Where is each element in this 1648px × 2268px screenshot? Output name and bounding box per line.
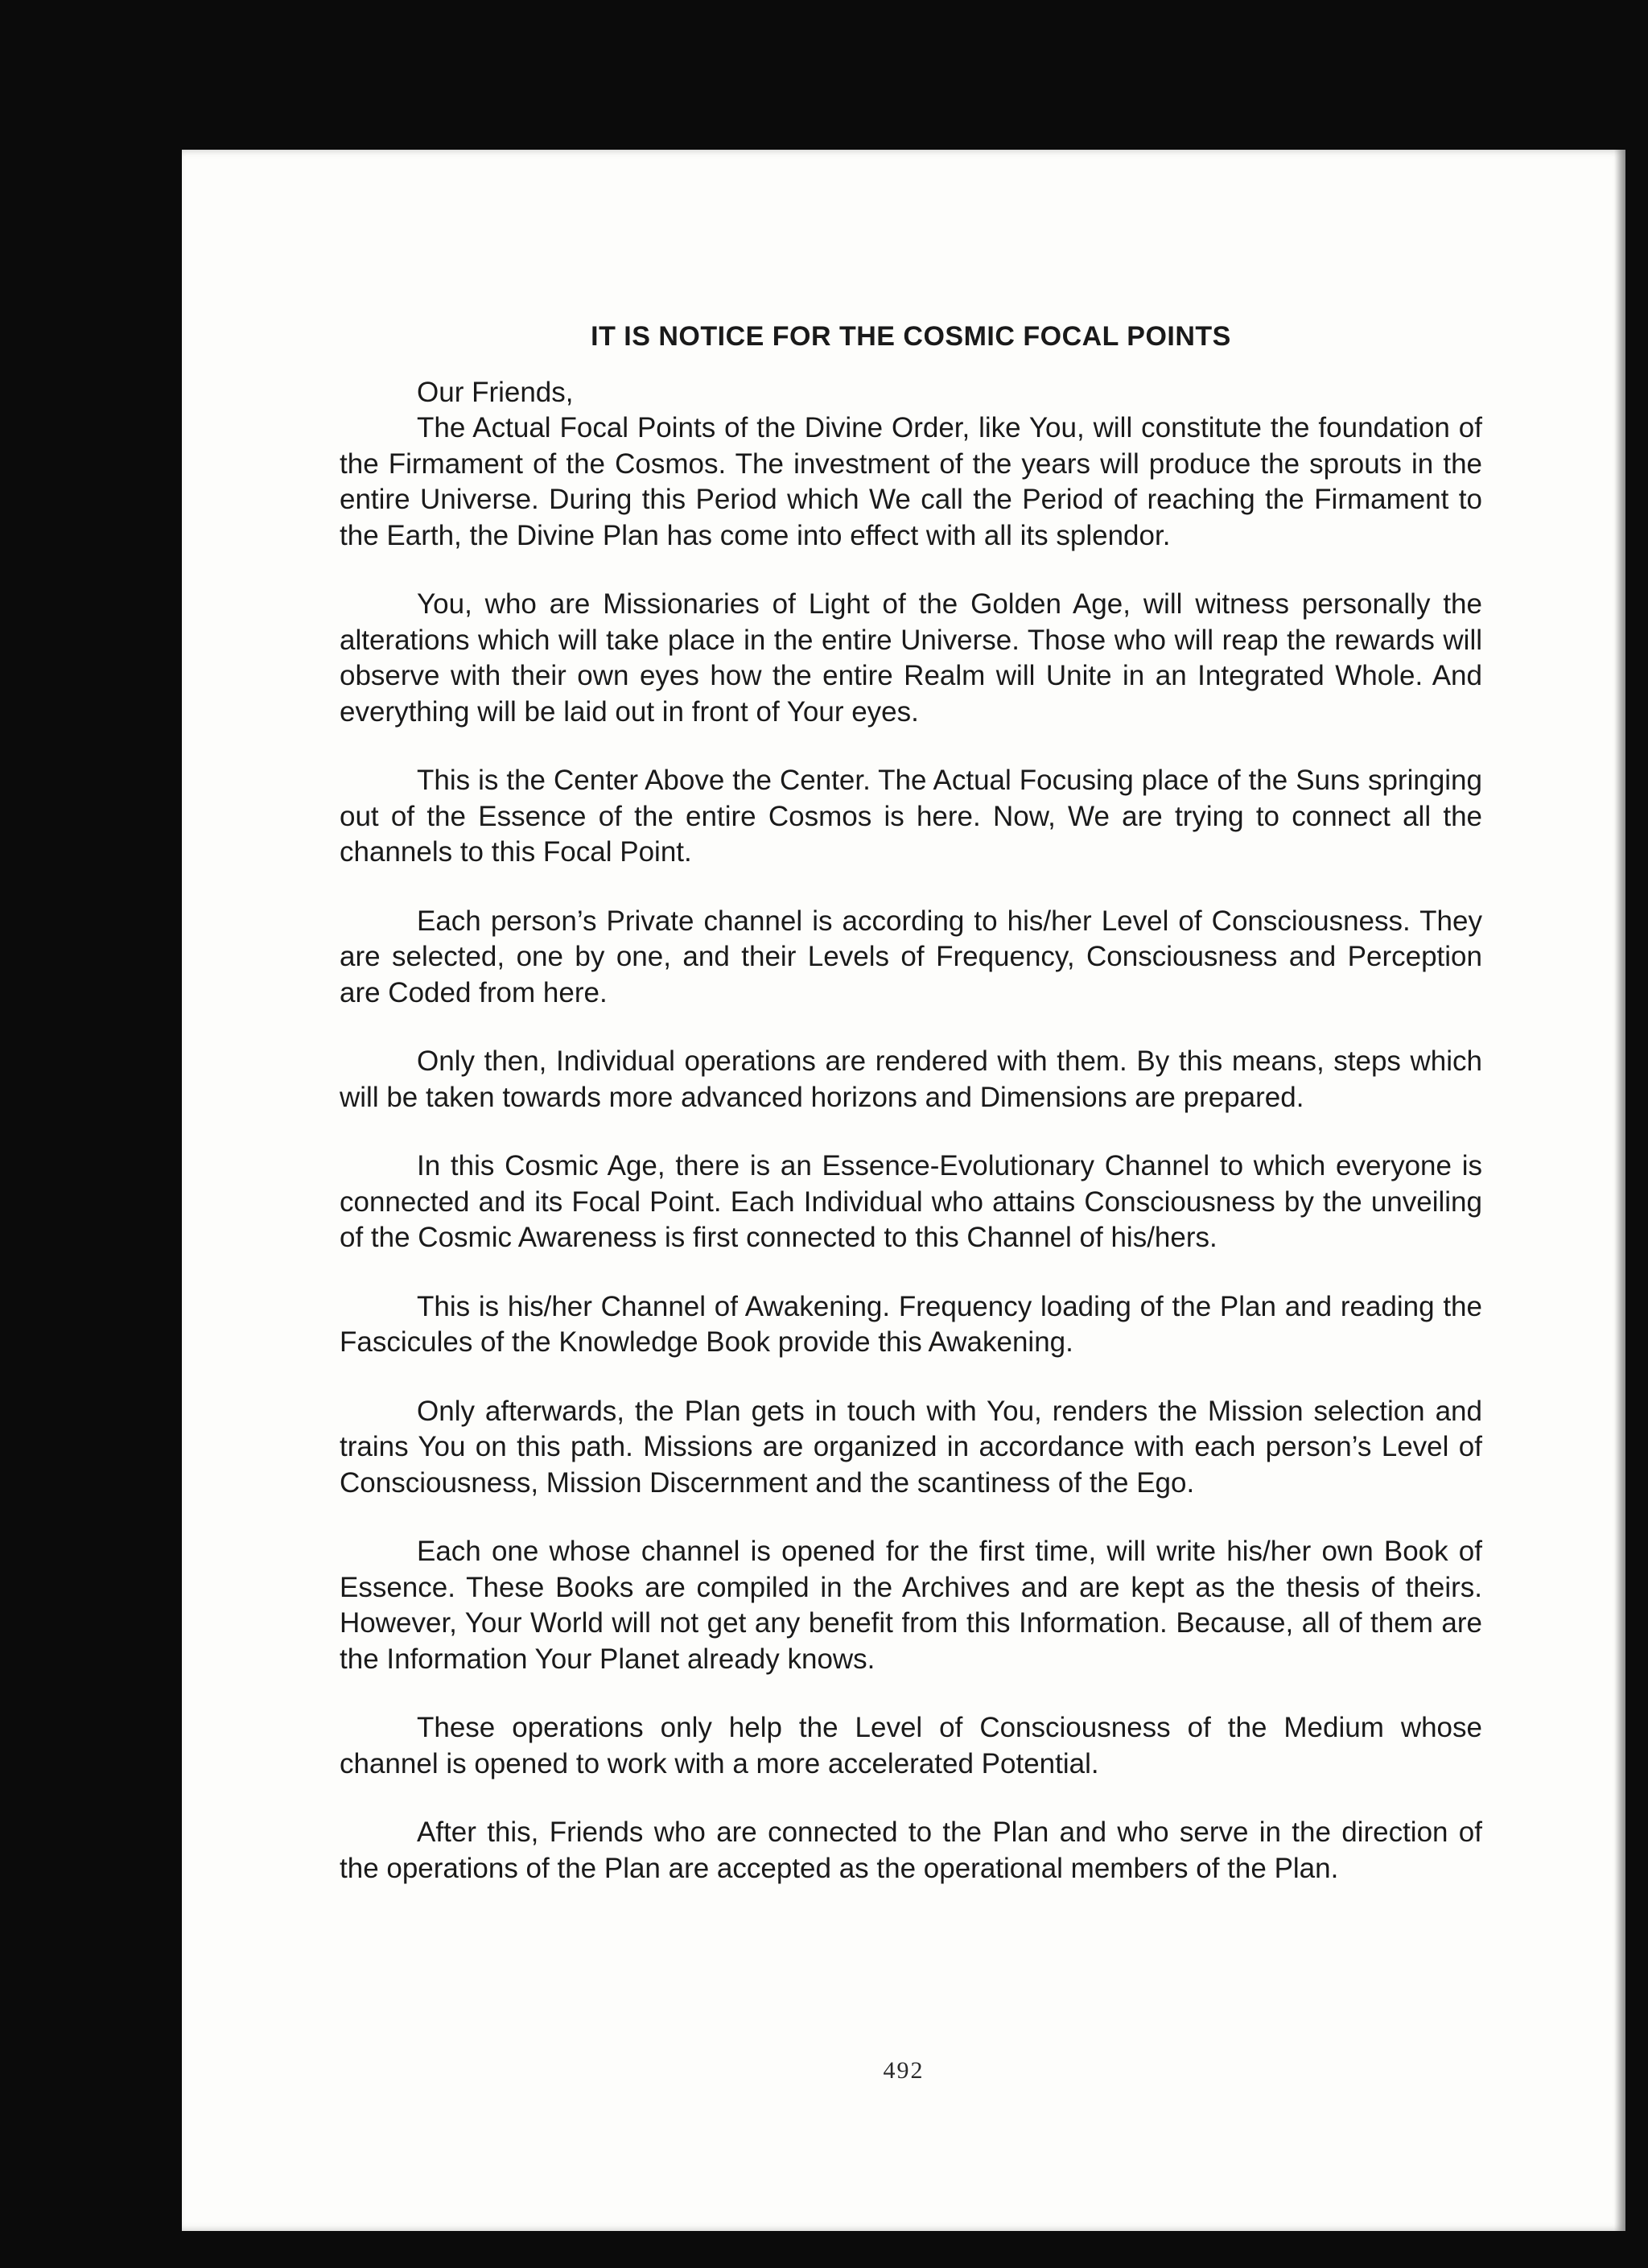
salutation: Our Friends, xyxy=(417,377,574,408)
paragraph: In this Cosmic Age, there is an Essence-Evolutionary Channel to which everyone is connected and its Focal Point. Each Individual who attains Consciousness by the unveiling of the Cosmic Awareness is first connected to this Channel of his/hers. xyxy=(340,1150,1482,1253)
paragraph: These operations only help the Level of Consciousness of the Medium whose channel is opened to work with a more accelerated Potential. xyxy=(340,1712,1482,1779)
paragraph: The Actual Focal Points of the Divine Order, like You, will constitute the foundation of the Firmament of the Cosmos. The investment of the years will produce the sprouts in the entire Universe. During this Period which We call the Period of reaching the Firmament to the Earth, the Divine Plan has come into effect with all its splendor. xyxy=(340,412,1482,551)
document-title: IT IS NOTICE FOR THE COSMIC FOCAL POINTS xyxy=(591,321,1231,352)
page-edge-shadow xyxy=(1614,150,1625,2231)
paragraph: Only afterwards, the Plan gets in touch with You, renders the Mission selection and trains You on this path. Missions are organized in accordance with each person’s Level of Consciousness, Mission Discernment and the scantiness of the Ego. xyxy=(340,1395,1482,1499)
paragraph: Each person’s Private channel is according to his/her Level of Consciousness. They are selected, one by one, and their Levels of Frequency, Consciousness and Perception are Coded from here. xyxy=(340,905,1482,1008)
paragraph: This is his/her Channel of Awakening. Frequency loading of the Plan and reading the Fascicules of the Knowledge Book provide this Awakening. xyxy=(340,1290,1482,1358)
page-number: 492 xyxy=(883,2057,925,2084)
paragraph: Each one whose channel is opened for the first time, will write his/her own Book of Essence. These Books are compiled in the Archives and are kept as the thesis of theirs. However, Your World will not get any benefit from this Information. Because, all of them are the Information Your Planet already knows. xyxy=(340,1536,1482,1675)
paragraph: This is the Center Above the Center. The Actual Focusing place of the Suns springing out of the Essence of the entire Cosmos is here. Now, We are trying to connect all the channels to this Focal Point. xyxy=(340,765,1482,868)
paragraph: Only then, Individual operations are rendered with them. By this means, steps which will be taken towards more advanced horizons and Dimensions are prepared. xyxy=(340,1045,1482,1113)
paragraph: You, who are Missionaries of Light of the Golden Age, will witness personally the alterations which will take place in the entire Universe. Those who will reap the rewards will observe with their own eyes how the entire Realm will Unite in an Integrated Whole. And everything will be laid out in front of Your eyes. xyxy=(340,588,1482,728)
document-body xyxy=(340,319,1482,1920)
scanned-page xyxy=(182,150,1625,2231)
paragraph: After this, Friends who are connected to the Plan and who serve in the direction of the operations of the Plan are accepted as the operational members of the Plan. xyxy=(340,1816,1482,1884)
